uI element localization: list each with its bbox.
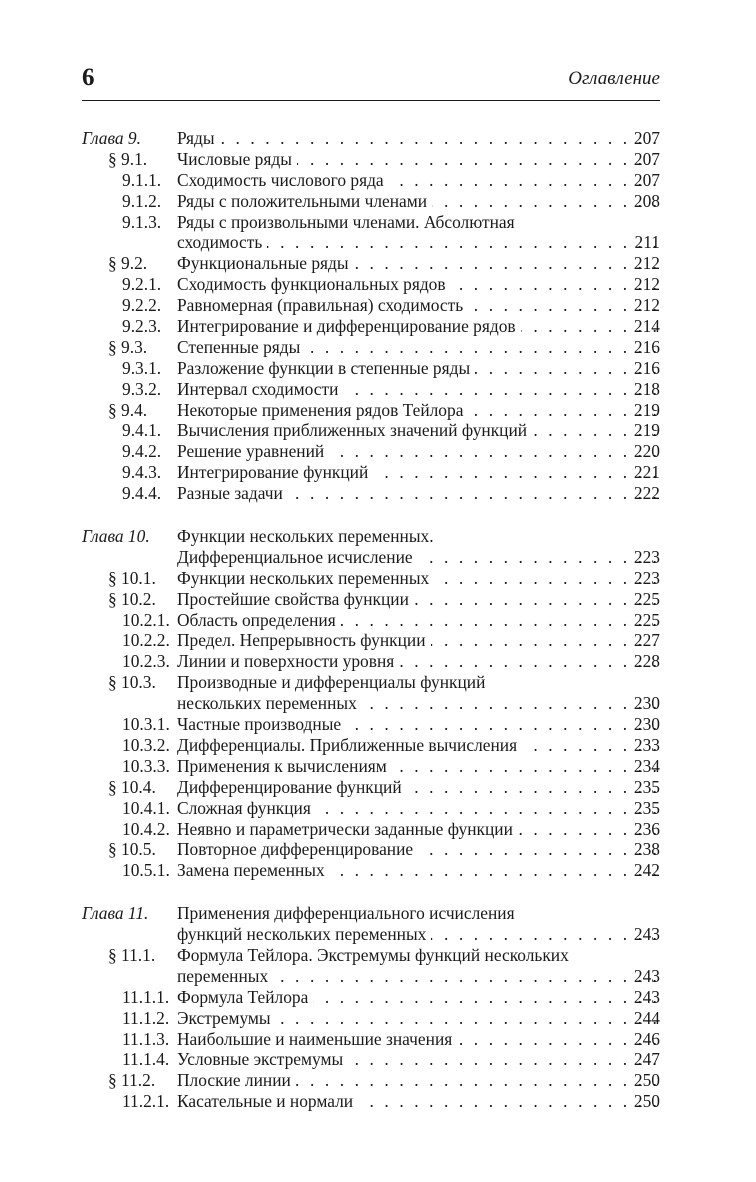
chapter-gap [0,881,756,903]
toc-entry-title [177,232,660,253]
toc-entry-title-text: Разные задачи [177,483,288,503]
toc-entry[interactable] [0,483,756,504]
toc-entry-title [177,735,660,756]
toc-entry-title [177,1091,660,1112]
toc-entry-title [177,987,660,1008]
toc-entry[interactable] [0,651,756,672]
toc-entry-page: 216 [633,357,660,378]
toc-entry-title-text: Сходимость числового ряда [177,170,389,190]
toc-entry-title-text: Формула Тейлора [177,987,313,1007]
toc-entry-page: 238 [633,839,660,860]
toc-entry-label: Глава 10. [82,526,150,547]
toc-entry-title [177,337,660,358]
toc-entry-title [177,610,660,631]
toc-entry[interactable] [0,610,756,631]
toc-entry-label: 9.4.4. [122,483,162,504]
toc-entry-page: 222 [633,483,660,504]
toc-entry-title [177,191,660,212]
table-of-contents [0,128,756,1112]
toc-entry[interactable] [0,987,756,1008]
toc-entry-page: 225 [633,588,660,609]
toc-line [0,274,756,295]
toc-entry-page: 242 [633,860,660,881]
toc-entry-label: Глава 9. [82,128,141,148]
toc-entry-page: 228 [633,651,660,672]
toc-entry-page: 207 [633,128,660,148]
header-rule [82,100,660,101]
toc-entry-page: 236 [633,818,660,839]
toc-entry-title [177,526,660,547]
toc-entry-label: 9.2.3. [122,316,162,337]
toc-entry-title-text: Касательные и нормали [177,1091,358,1111]
toc-entry[interactable] [0,462,756,483]
toc-entry-page: 219 [633,420,660,441]
toc-entry-title [177,441,660,462]
toc-line [0,128,756,149]
toc-entry[interactable] [0,714,756,735]
toc-entry[interactable] [0,379,756,400]
toc-entry-label: 10.2.2. [122,630,170,651]
toc-line [0,191,756,212]
toc-entry[interactable] [0,1008,756,1029]
toc-entry-page: 230 [633,714,660,735]
toc-entry-title-text: Функциональные ряды [177,253,354,273]
toc-entry-title [177,589,660,610]
toc-line [0,630,756,651]
toc-line [0,462,756,483]
toc-entry-title-text: Производные и дифференциалы функций [177,672,490,692]
toc-entry[interactable] [0,903,756,945]
toc-entry-title [177,170,660,191]
toc-entry-page: 223 [633,567,660,588]
toc-entry[interactable] [0,1091,756,1112]
toc-entry-page: 230 [633,693,660,714]
toc-entry-title-text: Сходимость функциональных рядов [177,274,451,294]
toc-entry-label: 9.1.1. [122,169,162,190]
toc-entry[interactable] [0,295,756,316]
toc-entry-title [177,379,660,400]
toc-entry-page: 207 [633,169,660,190]
toc-entry-title-text: Разложение функции в степенные ряды [177,358,475,378]
toc-entry[interactable] [0,735,756,756]
toc-line [0,1049,756,1070]
toc-line [0,1091,756,1112]
toc-line [0,568,756,589]
toc-entry-title-text: Дифференцирование функций [177,777,407,797]
toc-entry-title [177,924,660,945]
toc-entry-title [177,212,660,233]
toc-entry-page: 212 [633,253,660,274]
toc-entry-title [177,819,660,840]
toc-entry-title-text: Область определения [177,610,341,630]
toc-entry-label: § 9.2. [108,253,148,274]
toc-entry-title [177,1008,660,1029]
toc-entry[interactable] [0,149,756,170]
toc-entry-page: 250 [633,1070,660,1091]
toc-entry-title [177,798,660,819]
toc-entry-label: 9.1.2. [122,190,162,211]
toc-entry-label: 11.2.1. [122,1091,170,1112]
toc-line [0,379,756,400]
toc-entry-title-text: Ряды с положительными членами [177,191,432,211]
toc-entry-title [177,966,660,987]
toc-line [0,839,756,860]
toc-line [0,714,756,735]
toc-entry[interactable] [0,1070,756,1091]
toc-entry-title [177,1070,660,1091]
toc-line [0,966,756,987]
toc-entry-title [177,128,660,149]
toc-entry-title-text: Применения дифференциального исчисления [177,903,520,923]
toc-line [0,610,756,631]
toc-line [0,212,756,233]
running-title: Оглавление [568,68,660,89]
toc-entry[interactable] [0,819,756,840]
toc-entry[interactable] [0,1029,756,1050]
toc-entry-title-text: Предел. Непрерывность функции [177,630,431,650]
toc-entry-title-text: Интервал сходимости [177,379,343,399]
toc-line [0,483,756,504]
toc-entry-title-text: Линии и поверхности уровня [177,651,399,671]
toc-entry-title [177,903,660,924]
toc-entry-title [177,860,660,881]
toc-entry-title [177,149,660,170]
toc-entry-title-text: Простейшие свойства функции [177,589,414,609]
toc-entry-title-text: Некоторые применения рядов Тейлора [177,400,468,420]
toc-entry[interactable] [0,316,756,337]
toc-entry[interactable] [0,1049,756,1070]
toc-line [0,819,756,840]
toc-line [0,987,756,1008]
toc-entry-title [177,420,660,441]
toc-entry-page: 212 [633,274,660,295]
toc-entry-page: 233 [633,734,660,755]
toc-entry-title-text: Наибольшие и наименьшие значения [177,1029,457,1049]
toc-line [0,337,756,358]
toc-entry-label: 10.2.3. [122,651,170,672]
toc-entry-title [177,756,660,777]
toc-entry-title-text: Степенные ряды [177,337,305,357]
toc-entry-label: § 10.4. [108,776,156,797]
toc-entry-title-text: Функции нескольких переменных. [177,526,439,546]
toc-entry[interactable] [0,170,756,191]
toc-entry-label: Глава 11. [82,903,149,924]
toc-entry-title-text: Замена переменных [177,860,330,880]
toc-line [0,860,756,881]
toc-entry-page: 223 [633,546,660,567]
toc-entry-title-text: Формула Тейлора. Экстремумы функций нескольких [177,945,574,965]
toc-entry-page: 227 [633,630,660,651]
toc-line [0,903,756,924]
toc-entry-page: 212 [633,295,660,316]
toc-entry-page: 220 [633,441,660,462]
toc-entry-title [177,630,660,651]
toc-line [0,253,756,274]
toc-entry-label: 11.1.2. [122,1007,170,1028]
toc-line [0,589,756,610]
chapter-gap [0,504,756,526]
toc-entry-title [177,568,660,589]
toc-entry-title [177,483,660,504]
toc-entry-page: 218 [633,378,660,399]
toc-entry-label: 10.3.2. [122,734,170,755]
toc-entry-title-text: Применения к вычислениям [177,756,392,776]
toc-entry[interactable] [0,777,756,798]
toc-entry-title-text: Частные производные [177,714,346,734]
toc-entry[interactable] [0,212,756,254]
toc-entry-title-text: Дифференциалы. Приближенные вычисления [177,735,522,755]
toc-entry-title-text: Сложная функция [177,798,316,818]
toc-entry-title [177,358,660,379]
toc-line [0,1029,756,1050]
toc-entry-label: 10.2.1. [122,609,170,630]
toc-line [0,945,756,966]
toc-entry-title [177,839,660,860]
toc-entry-title-text: Дифференциальное исчисление [177,547,418,567]
toc-line [0,316,756,337]
toc-entry-page: 216 [633,336,660,357]
toc-line [0,170,756,191]
toc-entry[interactable] [0,526,756,568]
toc-entry-label: 9.2.1. [122,274,162,295]
toc-line [0,924,756,945]
toc-entry-title [177,693,660,714]
toc-entry-title-text: функций нескольких переменных [177,924,431,944]
toc-entry-page: 225 [633,609,660,630]
toc-entry-page: 243 [633,965,660,986]
toc-entry-title-text: Решение уравнений [177,441,329,461]
toc-entry-label: § 10.1. [108,567,156,588]
toc-entry-title [177,316,660,337]
toc-entry-title-text: Функции нескольких переменных [177,568,434,588]
toc-entry-title-text: Условные экстремумы [177,1049,348,1069]
toc-entry-title [177,651,660,672]
toc-entry-label: § 9.3. [108,336,148,357]
toc-entry-page: 214 [633,316,660,337]
toc-entry[interactable] [0,358,756,379]
toc-entry-label: 10.4.2. [122,818,170,839]
toc-line [0,672,756,693]
toc-entry-label: § 10.2. [108,588,156,609]
toc-entry-title-text: Интегрирование и дифференцирование рядов [177,316,521,336]
toc-entry-title [177,1049,660,1070]
toc-entry-label: 9.1.3. [122,211,162,232]
toc-line [0,295,756,316]
toc-line [0,693,756,714]
toc-entry-title [177,462,660,483]
toc-entry-title [177,1029,660,1050]
page-number: 6 [82,64,95,91]
toc-entry-title-text: сходимость [177,232,267,252]
toc-line [0,441,756,462]
toc-entry-page: 235 [633,776,660,797]
toc-entry-title [177,945,660,966]
toc-entry-page: 234 [633,755,660,776]
toc-entry-page: 219 [633,399,660,420]
toc-entry[interactable] [0,589,756,610]
toc-entry-page: 244 [633,1007,660,1028]
toc-line [0,400,756,421]
page-header [82,64,660,92]
toc-entry-label: 9.4.3. [122,462,162,483]
toc-entry[interactable] [0,756,756,777]
toc-entry-title-text: Повторное дифференцирование [177,839,418,859]
toc-entry[interactable] [0,860,756,881]
toc-entry[interactable] [0,441,756,462]
toc-entry-title-text: Неявно и параметрически заданные функции [177,819,518,839]
toc-entry-page: 221 [633,462,660,483]
toc-entry[interactable] [0,400,756,421]
toc-entry-title [177,547,660,568]
toc-entry-label: § 11.1. [108,944,156,965]
toc-entry[interactable] [0,420,756,441]
toc-entry-label: § 9.1. [108,148,148,169]
toc-entry-title-text: нескольких переменных [177,693,362,713]
toc-entry-label: 11.1.1. [122,986,170,1007]
toc-entry-page: 250 [633,1091,660,1112]
toc-entry-page: 247 [633,1049,660,1070]
toc-entry-page: 243 [633,986,660,1007]
toc-line [0,798,756,819]
toc-entry-page: 207 [633,148,660,169]
toc-entry-label: 11.1.3. [122,1028,170,1049]
toc-entry-label: 10.3.3. [122,755,170,776]
toc-entry[interactable] [0,128,756,149]
toc-line [0,756,756,777]
toc-entry-title-text: Вычисления приближенных значений функций [177,420,532,440]
toc-entry-title-text: Равномерная (правильная) сходимость [177,295,468,315]
toc-entry-page: 211 [634,232,660,253]
toc-entry-title [177,714,660,735]
toc-entry-page: 243 [633,924,660,945]
toc-line [0,651,756,672]
toc-entry[interactable] [0,798,756,819]
toc-line [0,149,756,170]
toc-entry[interactable] [0,839,756,860]
toc-entry-label: 11.1.4. [122,1049,170,1070]
toc-entry[interactable] [0,274,756,295]
toc-entry[interactable] [0,568,756,589]
toc-entry-title [177,777,660,798]
toc-entry[interactable] [0,672,756,714]
toc-entry-page: 208 [633,190,660,211]
toc-entry-label: § 10.3. [108,672,156,693]
toc-entry-title-text: Интегрирование функций [177,462,373,482]
toc-entry-title-text: Числовые ряды [177,149,297,169]
toc-entry-title-text: Экстремумы [177,1008,276,1028]
toc-entry-label: 9.4.1. [122,420,162,441]
toc-entry-page: 235 [633,797,660,818]
toc-line [0,547,756,568]
toc-entry-label: 9.3.2. [122,378,162,399]
toc-entry-label: 10.4.1. [122,797,170,818]
toc-entry-title-text: переменных [177,966,273,986]
toc-entry-label: § 10.5. [108,839,156,860]
toc-entry-title [177,400,660,421]
toc-entry-label: 10.5.1. [122,860,170,881]
toc-entry-label: 9.3.1. [122,357,162,378]
toc-entry[interactable] [0,191,756,212]
toc-entry[interactable] [0,253,756,274]
toc-entry-title-text: Плоские линии [177,1070,296,1090]
toc-entry-label: § 9.4. [108,399,148,420]
toc-line [0,1070,756,1091]
toc-entry-title [177,295,660,316]
toc-entry[interactable] [0,945,756,987]
toc-entry-label: § 11.2. [108,1070,156,1091]
toc-entry-title-text: Ряды [177,128,220,148]
toc-entry-title [177,253,660,274]
toc-entry-title [177,274,660,295]
toc-entry-label: 9.4.2. [122,441,162,462]
toc-entry[interactable] [0,337,756,358]
toc-entry-title [177,672,660,693]
toc-line [0,420,756,441]
toc-entry-label: 10.3.1. [122,714,170,735]
toc-entry-title-text: Ряды с произвольными членами. Абсолютная [177,212,520,232]
toc-line [0,526,756,547]
toc-line [0,735,756,756]
toc-entry-page: 246 [633,1028,660,1049]
toc-line [0,777,756,798]
toc-line [0,232,756,253]
toc-line [0,1008,756,1029]
toc-entry-label: 9.2.2. [122,295,162,316]
toc-line [0,358,756,379]
toc-entry[interactable] [0,630,756,651]
